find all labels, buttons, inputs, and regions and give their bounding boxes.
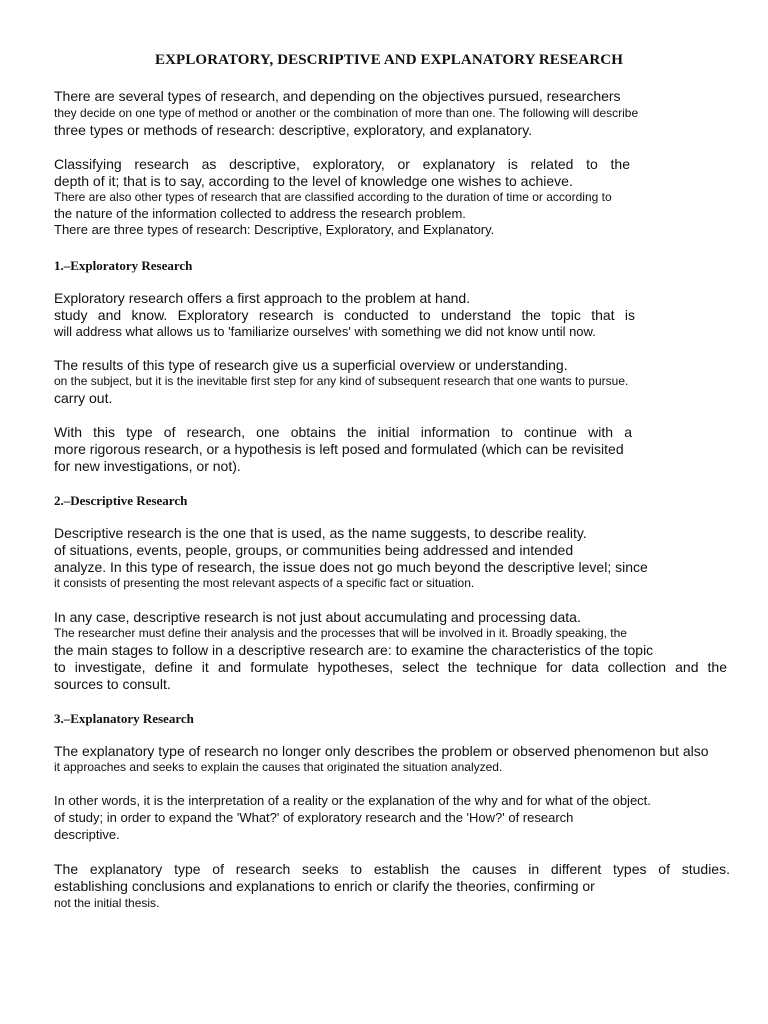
descriptive-p2-line-3: the main stages to follow in a descriptive research are: to examine the characteristics of the topic bbox=[54, 642, 654, 658]
intro-line-1: There are several types of research, and depending on the objectives pursued, researchers bbox=[54, 88, 621, 104]
descriptive-p1-line-3: analyze. In this type of research, the issue does not go much beyond the descriptive level; since bbox=[54, 559, 648, 575]
exploratory-p3-line-3: for new investigations, or not). bbox=[54, 458, 241, 474]
section-heading-descriptive: 2.–Descriptive Research bbox=[54, 493, 188, 508]
intro-line-2: they decide on one type of method or another or the combination of more than one. The following will describe bbox=[54, 106, 639, 120]
document-title: EXPLORATORY, DESCRIPTIVE AND EXPLANATORY RESEARCH bbox=[155, 52, 623, 68]
explanatory-p2-line-3: descriptive. bbox=[54, 827, 120, 842]
classification-line-3: There are also other types of research that are classified according to the duration of time or according to bbox=[54, 190, 612, 204]
intro-line-3: three types or methods of research: descriptive, exploratory, and explanatory. bbox=[54, 122, 533, 138]
descriptive-p2-line-1: In any case, descriptive research is not just about accumulating and processing data. bbox=[54, 609, 581, 625]
exploratory-p2-line-1: The results of this type of research give us a superficial overview or understanding. bbox=[54, 357, 568, 373]
descriptive-p1-line-1: Descriptive research is the one that is used, as the name suggests, to describe reality. bbox=[54, 525, 587, 541]
descriptive-p2-line-2: The researcher must define their analysis and the processes that will be involved in it. Broadly speaking, the bbox=[54, 626, 627, 640]
exploratory-p3-line-2: more rigorous research, or a hypothesis is left posed and formulated (which can be revisited bbox=[54, 441, 624, 457]
classification-line-4: the nature of the information collected to address the research problem. bbox=[54, 206, 466, 221]
explanatory-p1-line-2: it approaches and seeks to explain the causes that originated the situation analyzed. bbox=[54, 760, 503, 774]
section-heading-explanatory: 3.–Explanatory Research bbox=[54, 711, 194, 726]
classification-line-5: There are three types of research: Descriptive, Exploratory, and Explanatory. bbox=[54, 222, 495, 237]
explanatory-p3-line-1: The explanatory type of research seeks to establish the causes in different types of studies. bbox=[54, 861, 730, 877]
exploratory-p2-line-2: on the subject, but it is the inevitable first step for any kind of subsequent research that one wants to pursue. bbox=[54, 374, 629, 388]
explanatory-p2-line-1: In other words, it is the interpretation of a reality or the explanation of the why and for what of the object. bbox=[54, 793, 651, 808]
exploratory-p2-line-3: carry out. bbox=[54, 390, 113, 406]
explanatory-p2-line-2: of study; in order to expand the 'What?' of exploratory research and the 'How?' of research bbox=[54, 810, 574, 825]
exploratory-p1-line-2: study and know. Exploratory research is conducted to understand the topic that is bbox=[54, 307, 635, 323]
exploratory-p1-line-1: Exploratory research offers a first approach to the problem at hand. bbox=[54, 290, 471, 306]
descriptive-p1-line-2: of situations, events, people, groups, or communities being addressed and intended bbox=[54, 542, 574, 558]
descriptive-p2-line-5: sources to consult. bbox=[54, 676, 171, 692]
classification-line-1: Classifying research as descriptive, exploratory, or explanatory is related to the bbox=[54, 156, 630, 172]
explanatory-p3-line-3: not the initial thesis. bbox=[54, 896, 160, 910]
classification-line-2: depth of it; that is to say, according to the level of knowledge one wishes to achieve. bbox=[54, 173, 573, 189]
exploratory-p1-line-3: will address what allows us to 'familiarize ourselves' with something we did not know until now. bbox=[54, 324, 596, 339]
explanatory-p1-line-1: The explanatory type of research no longer only describes the problem or observed phenomenon but also bbox=[54, 743, 709, 759]
descriptive-p1-line-4: it consists of presenting the most relevant aspects of a specific fact or situation. bbox=[54, 576, 475, 590]
section-heading-exploratory: 1.–Exploratory Research bbox=[54, 258, 193, 273]
exploratory-p3-line-1: With this type of research, one obtains the initial information to continue with a bbox=[54, 424, 632, 440]
explanatory-p3-line-2: establishing conclusions and explanations to enrich or clarify the theories, confirming or bbox=[54, 878, 595, 894]
descriptive-p2-line-4: to investigate, define it and formulate hypotheses, select the technique for data collection and the bbox=[54, 659, 727, 675]
